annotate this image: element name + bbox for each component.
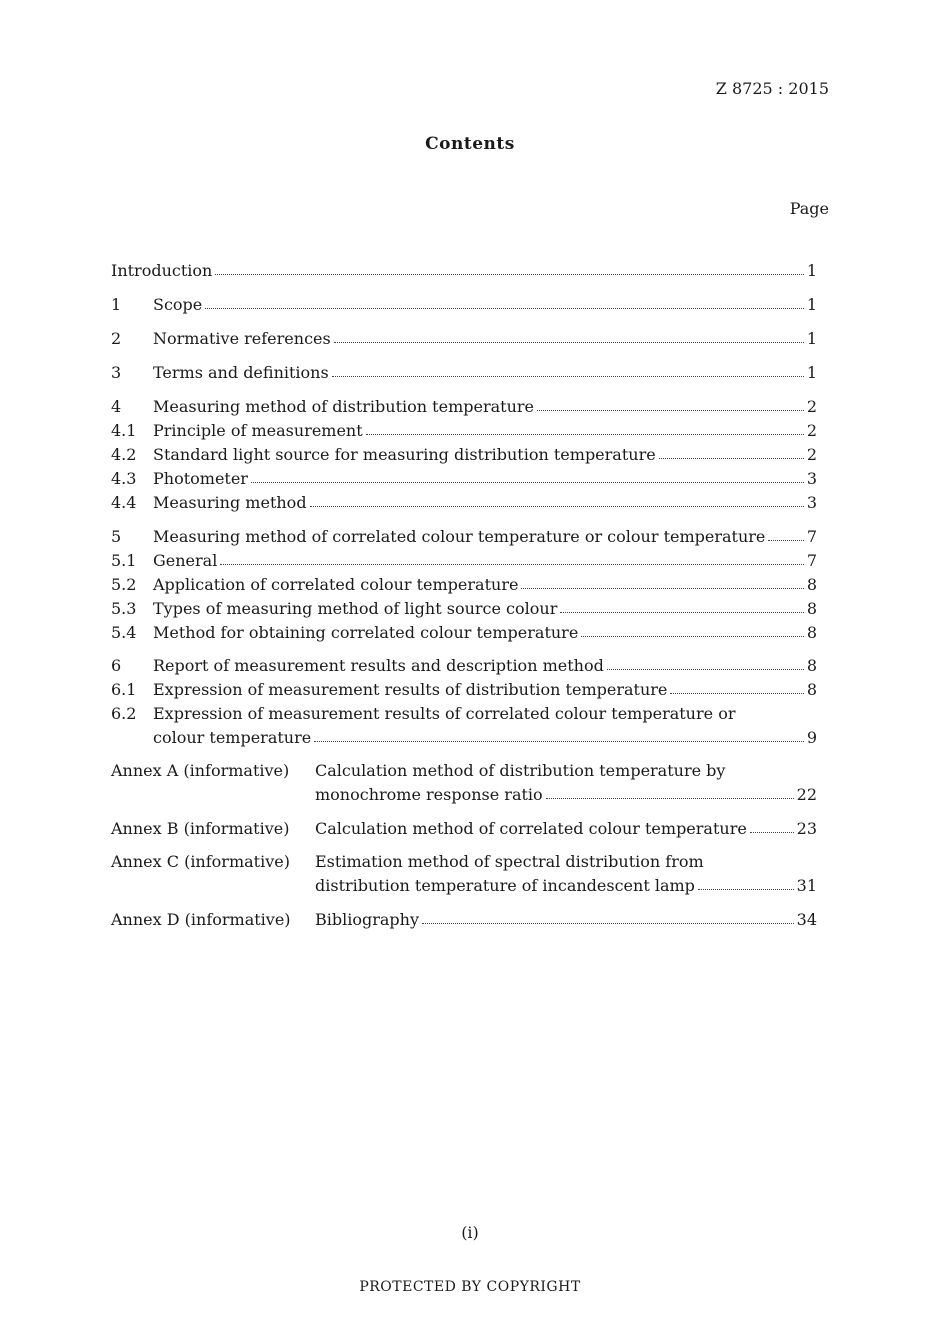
toc-entry-label: distribution temperature of incandescent lamp — [315, 876, 695, 895]
dot-leader — [422, 922, 794, 924]
toc-entry-number: 1 — [111, 295, 122, 314]
toc-entry-5-1[interactable] — [111, 549, 817, 573]
toc-entry-label: Measuring method — [153, 493, 307, 512]
toc-entry-label: Application of correlated colour temperature — [153, 575, 519, 594]
toc-entry-number: 6.1 — [111, 680, 137, 699]
dot-leader — [560, 611, 803, 613]
toc-entry-number: 4.3 — [111, 469, 137, 488]
annex-c-designation: Annex C (informative) — [111, 852, 290, 871]
toc-entry-number: 4.1 — [111, 421, 137, 440]
toc-entry-label: Principle of measurement — [153, 421, 363, 440]
toc-entry-4-3[interactable] — [111, 467, 817, 491]
toc-entry-3[interactable] — [111, 361, 817, 385]
dot-leader — [366, 433, 804, 435]
dot-leader — [698, 888, 794, 890]
dot-leader — [220, 563, 803, 565]
dot-leader — [334, 341, 804, 343]
toc-entry-1[interactable] — [111, 293, 817, 317]
toc-entry-page: 2 — [806, 421, 817, 440]
dot-leader — [251, 481, 804, 483]
dot-leader — [314, 740, 804, 742]
toc-entry-annex-a[interactable] — [315, 783, 817, 807]
toc-entry-number: 3 — [111, 363, 122, 382]
dot-leader — [537, 409, 804, 411]
toc-entry-6-2-label-line1[interactable]: Expression of measurement results of correlated colour temperature or — [153, 704, 736, 723]
toc-entry-page: 7 — [806, 527, 817, 546]
toc-entry-label: Photometer — [153, 469, 248, 488]
toc-entry-page: 1 — [806, 261, 817, 280]
toc-entry-label: General — [153, 551, 218, 570]
toc-entry-6-2[interactable] — [153, 726, 817, 750]
toc-entry-4-4[interactable] — [111, 491, 817, 515]
toc-entry-5-4[interactable] — [111, 621, 817, 645]
toc-entry-4-1[interactable] — [111, 419, 817, 443]
toc-entry-label: Introduction — [111, 261, 213, 280]
toc-entry-page: 2 — [806, 397, 817, 416]
toc-entry-label: Normative references — [153, 329, 331, 348]
dot-leader — [607, 668, 804, 670]
toc-entry-page: 3 — [806, 493, 817, 512]
toc-entry-label: Scope — [153, 295, 203, 314]
dot-leader — [750, 831, 794, 833]
toc-entry-5-3[interactable] — [111, 597, 817, 621]
copyright-notice: PROTECTED BY COPYRIGHT — [359, 1279, 581, 1295]
page-column-header: Page — [789, 199, 829, 218]
toc-entry-introduction[interactable] — [111, 259, 817, 283]
toc-entry-number: 2 — [111, 329, 122, 348]
dot-leader — [581, 635, 804, 637]
toc-entry-label: Report of measurement results and description method — [153, 656, 604, 675]
toc-entry-label: Method for obtaining correlated colour temperature — [153, 623, 579, 642]
toc-entry-label: Calculation method of correlated colour temperature — [315, 819, 747, 838]
toc-entry-label: Bibliography — [315, 910, 419, 929]
dot-leader — [310, 505, 804, 507]
annex-d-designation: Annex D (informative) — [111, 910, 291, 929]
toc-entry-page: 8 — [806, 575, 817, 594]
toc-entry-number: 5.2 — [111, 575, 137, 594]
dot-leader — [332, 375, 804, 377]
toc-entry-annex-d[interactable] — [315, 908, 817, 932]
toc-entry-page: 31 — [796, 876, 817, 895]
toc-entry-number: 6 — [111, 656, 122, 675]
toc-entry-number: 4.2 — [111, 445, 137, 464]
annex-a-label-line1[interactable]: Calculation method of distribution temperature by — [315, 761, 726, 780]
toc-entry-page: 1 — [806, 363, 817, 382]
toc-entry-page: 3 — [806, 469, 817, 488]
toc-entry-page: 34 — [796, 910, 817, 929]
toc-entry-page: 8 — [806, 599, 817, 618]
toc-entry-6-1[interactable] — [111, 678, 817, 702]
toc-entry-4-2[interactable] — [111, 443, 817, 467]
toc-entry-page: 8 — [806, 680, 817, 699]
toc-entry-6[interactable] — [111, 654, 817, 678]
dot-leader — [215, 273, 803, 275]
annex-a-designation: Annex A (informative) — [111, 761, 290, 780]
toc-entry-page: 1 — [806, 295, 817, 314]
toc-entry-page: 23 — [796, 819, 817, 838]
toc-entry-number: 5.1 — [111, 551, 137, 570]
toc-entry-label: Expression of measurement results of distribution temperature — [153, 680, 668, 699]
toc-entry-page: 1 — [806, 329, 817, 348]
toc-entry-label: colour temperature — [153, 728, 312, 747]
toc-entry-4[interactable] — [111, 395, 817, 419]
toc-entry-label: Standard light source for measuring distribution temperature — [153, 445, 656, 464]
toc-entry-annex-b[interactable] — [315, 817, 817, 841]
toc-entry-label: Measuring method of distribution temperature — [153, 397, 534, 416]
toc-entry-number: 4 — [111, 397, 122, 416]
toc-entry-page: 22 — [796, 785, 817, 804]
toc-entry-annex-c[interactable] — [315, 874, 817, 898]
toc-entry-page: 8 — [806, 656, 817, 675]
toc-entry-number: 5 — [111, 527, 122, 546]
toc-entry-label: Terms and definitions — [153, 363, 329, 382]
dot-leader — [768, 539, 803, 541]
toc-entry-number: 5.4 — [111, 623, 137, 642]
toc-entry-label: Measuring method of correlated colour temperature or colour temperature — [153, 527, 766, 546]
toc-entry-page: 9 — [806, 728, 817, 747]
toc-entry-2[interactable] — [111, 327, 817, 351]
toc-entry-label: monochrome response ratio — [315, 785, 543, 804]
page-number: (i) — [461, 1223, 479, 1242]
dot-leader — [521, 587, 803, 589]
toc-entry-6-2-number: 6.2 — [111, 704, 137, 723]
dot-leader — [205, 307, 804, 309]
page-title: Contents — [425, 134, 515, 154]
dot-leader — [659, 457, 804, 459]
dot-leader — [670, 692, 803, 694]
toc-entry-label: Types of measuring method of light source colour — [153, 599, 558, 618]
dot-leader — [546, 797, 794, 799]
toc-entry-page: 8 — [806, 623, 817, 642]
toc-entry-page: 2 — [806, 445, 817, 464]
toc-entry-5[interactable] — [111, 525, 817, 549]
toc-entry-number: 5.3 — [111, 599, 137, 618]
toc-entry-page: 7 — [806, 551, 817, 570]
document-id: Z 8725 : 2015 — [715, 79, 829, 98]
toc-entry-number: 4.4 — [111, 493, 137, 512]
toc-entry-5-2[interactable] — [111, 573, 817, 597]
annex-b-designation: Annex B (informative) — [111, 819, 290, 838]
annex-c-label-line1[interactable]: Estimation method of spectral distribution from — [315, 852, 704, 871]
